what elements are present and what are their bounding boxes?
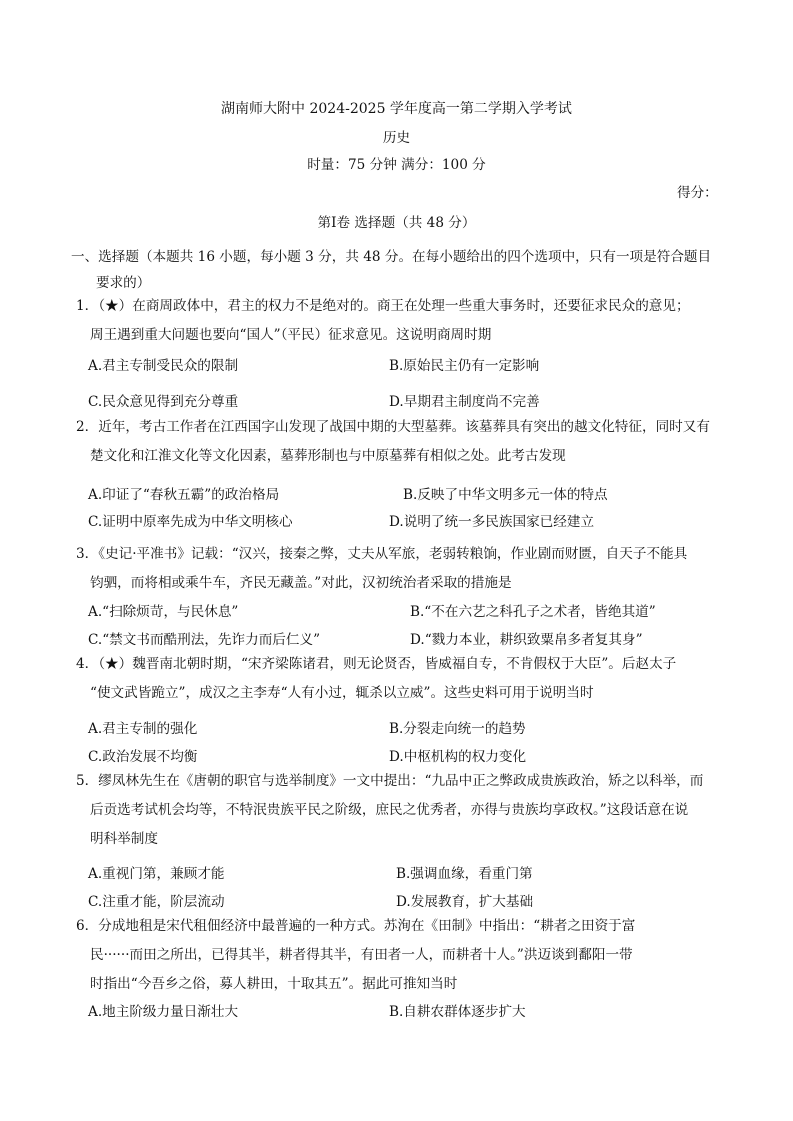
q6-option-a[interactable]: A.地主阶级力量日渐壮大	[88, 1004, 239, 1020]
question-text-line: 4．（★）魏晋南北朝时期，“宋齐梁陈诸君，则无论贤否，皆威福自专，不肯假权于大臣”。后赵太子	[76, 656, 677, 672]
q4-option-a[interactable]: A.君主专制的强化	[88, 721, 198, 737]
q3-option-c[interactable]: C.“禁文书而酷刑法，先诈力而后仁义”	[88, 632, 321, 648]
q4-option-c[interactable]: C.政治发展不均衡	[88, 749, 198, 765]
q2-option-d[interactable]: D.说明了统一多民族国家已经建立	[389, 514, 595, 530]
q3-option-b[interactable]: B.“不在六艺之科孔子之术者，皆绝其道”	[410, 604, 656, 620]
question-text-line: 3．《史记·平准书》记载：“汉兴，接秦之弊，丈夫从军旅，老弱转粮饷，作业剧而财匮，自天子不能具	[76, 546, 688, 562]
question-text-line: 明科举制度	[90, 831, 158, 847]
question-1	[76, 292, 726, 350]
q4-option-b[interactable]: B.分裂走向统一的趋势	[389, 721, 526, 737]
q5-option-c[interactable]: C.注重才能，阶层流动	[88, 894, 225, 910]
question-text-line: 1．（★）在商周政体中，君主的权力不是绝对的。商王在处理一些重大事务时，还要征求民众的意见；	[76, 298, 690, 314]
question-text-line: 2．近年，考古工作者在江西国字山发现了战国中期的大型墓葬。该墓葬具有突出的越文化特征，同时又有	[76, 419, 710, 435]
q4-option-d[interactable]: D.中枢机构的权力变化	[389, 749, 527, 765]
q2-option-b[interactable]: B.反映了中华文明多元一体的特点	[403, 487, 608, 503]
question-3	[76, 540, 726, 598]
instructions-line-2: 要求的）	[96, 275, 151, 291]
exam-info: 时量：75 分钟 满分：100 分	[307, 157, 486, 173]
q2-option-a[interactable]: A.印证了“春秋五霸”的政治格局	[88, 487, 280, 503]
q5-option-b[interactable]: B.强调血缘，看重门第	[396, 866, 533, 882]
question-text-line: 时指出“今吾乡之俗，募人耕田，十取其五”。据此可推知当时	[90, 976, 458, 992]
question-text-line: 民······而田之所出，已得其半，耕者得其半，有田者一人，而耕者十人。”洪迈谈到鄱阳一带	[90, 947, 633, 963]
question-text-line: 5．缪凤林先生在《唐朝的职官与选举制度》一文中提出：“九品中正之弊政成贵族政治，矫之以科举，而	[76, 773, 704, 789]
q2-option-c[interactable]: C.证明中原率先成为中华文明核心	[88, 514, 293, 530]
question-text-line: 6．分成地租是宋代租佃经济中最普遍的一种方式。苏洵在《田制》中指出：“耕者之田资于富	[76, 918, 636, 934]
subject-heading: 历史	[382, 130, 411, 146]
q1-option-d[interactable]: D.早期君主制度尚不完善	[389, 394, 540, 410]
question-text-line: 后贡选考试机会均等，不特泯贵族平民之阶级，庶民之优秀者，亦得与贵族均享政权。”这段话意在说	[90, 802, 689, 818]
question-text-line: 楚文化和江淮文化等文化因素，墓葬形制也与中原墓葬有相似之处。此考古发现	[90, 448, 566, 464]
q6-option-b[interactable]: B.自耕农群体逐步扩大	[389, 1004, 526, 1020]
question-text-line: 钧驷，而将相或乘牛车，齐民无藏盖。”对此，汉初统治者采取的措施是	[90, 575, 512, 591]
q1-option-b[interactable]: B.原始民主仍有一定影响	[389, 358, 540, 374]
question-6	[76, 912, 726, 999]
q1-option-c[interactable]: C.民众意见得到充分尊重	[88, 394, 239, 410]
q1-option-a[interactable]: A.君主专制受民众的限制	[88, 358, 239, 374]
q3-option-a[interactable]: A.“扫除烦苛，与民休息”	[88, 604, 239, 620]
question-4	[76, 650, 726, 708]
section-title: 第Ⅰ卷 选择题（共 48 分）	[317, 215, 476, 231]
instructions-line-1: 一、选择题（本题共 16 小题，每小题 3 分，共 48 分。在每小题给出的四个选项中，只有一项是符合题目	[71, 249, 712, 265]
score-label: 得分：	[677, 185, 718, 201]
q3-option-d[interactable]: D.“戮力本业，耕织致粟帛多者复其身”	[410, 632, 643, 648]
question-2	[76, 413, 726, 471]
question-text-line: 周王遇到重大问题也要向“国人”（平民）征求意见。这说明商周时期	[90, 327, 492, 343]
question-5	[76, 767, 726, 854]
q5-option-a[interactable]: A.重视门第，兼顾才能	[88, 866, 225, 882]
question-text-line: “使文武皆跪立”，成汉之主李寿“人有小过，辄杀以立威”。这些史料可用于说明当时	[90, 685, 594, 701]
exam-title: 湖南师大附中 2024-2025 学年度高一第二学期入学考试	[221, 101, 572, 117]
q5-option-d[interactable]: D.发展教育，扩大基础	[396, 894, 534, 910]
